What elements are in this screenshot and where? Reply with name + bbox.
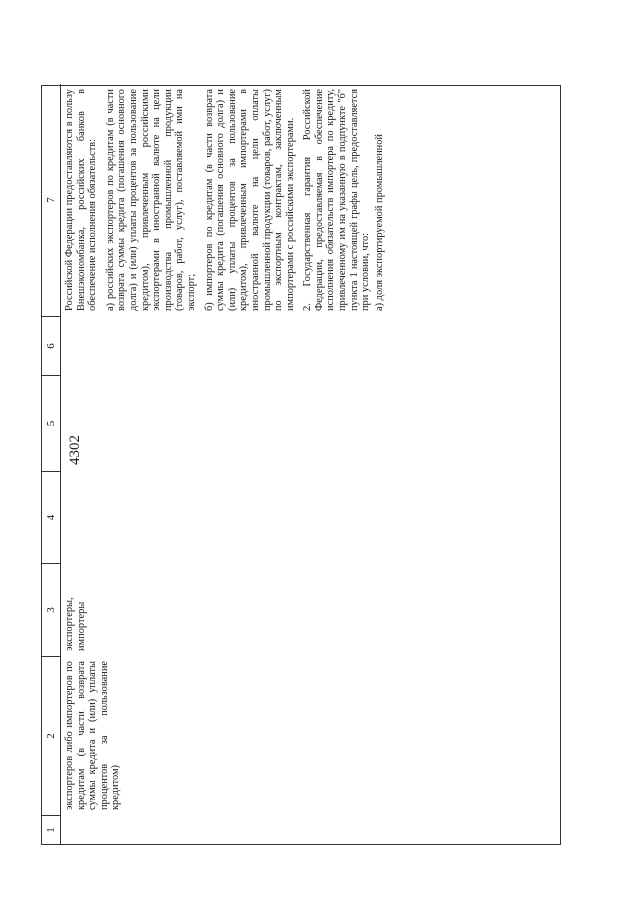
column-7-item-a: а) российских экспортеров по кредитам (в части возврата суммы кредита (погашения основного долга) и (или) уплаты процентов за пользование кредитом), привлеченным российскими экспортерами в иностранной валюте на цели производства промышленной продукции (товаров, работ, услуг), поставляемой ими на экспорт; <box>104 89 197 311</box>
guarantee-table <box>41 85 561 845</box>
column-header-5: 5 <box>42 375 60 471</box>
cell-column-3 <box>60 563 93 656</box>
column-7-intro: Российской Федерации предоставляются в пользу Внешэкономбанка, российских банков в обеспечение исполнения обязательств: <box>64 89 99 311</box>
column-header-6: 6 <box>42 316 60 375</box>
cell-column-7 <box>60 84 391 316</box>
column-header-3: 3 <box>42 563 60 656</box>
column-header-7: 7 <box>45 197 57 203</box>
table-header-row <box>42 84 61 844</box>
column-header-2: 2 <box>42 656 60 815</box>
column-3-text: экспортеры, импортеры <box>64 597 87 651</box>
cell-column-2 <box>60 656 128 815</box>
column-7-item-b: б) импортеров по кредитам (в части возврата суммы кредита (погашения основного долга) и (или) уплаты процентов за пользование кредитом), привлеченным импортерами в иностранной валюте на цели оплаты промышленной продукции (товаров, работ, услуг) по экспортным контрактам, заключенным импортерами с российскими экспортерами. <box>203 89 296 311</box>
column-header-4: 4 <box>42 471 60 563</box>
column-header-1: 1 <box>42 815 60 844</box>
page-number: 4302 <box>67 435 83 465</box>
column-7-item-2: 2. Государственная гарантия Российской Федерации, предоставляемая в обеспечение исполнения обязательств импортера по кредиту, привлеченному им на указанную в подпункте "б" пункта 1 настоящей графы цель, предоставляется при условии, что: <box>302 89 372 311</box>
column-2-text: экспортеров либо импортеров по кредитам (в части возврата суммы кредита и (или) уплаты процентов за пользование кредитом) <box>64 661 122 810</box>
column-7-item-2a: а) доля экспортируемой промышленной <box>373 134 385 311</box>
